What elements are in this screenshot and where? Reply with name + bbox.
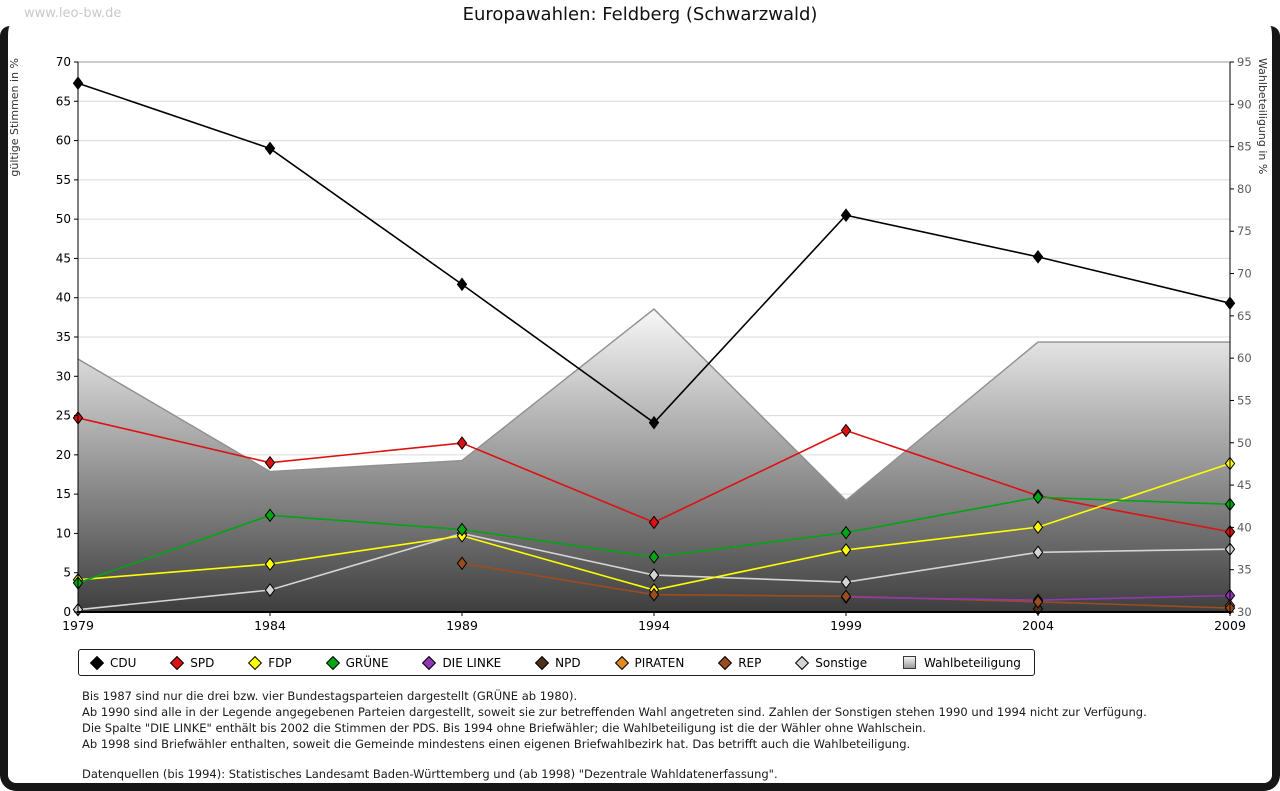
legend-item-sonstige — [797, 656, 867, 670]
legend-item-fdp — [250, 656, 291, 670]
legend-item-wahlbeteiligung — [903, 656, 1021, 670]
legend-item-die-linke — [424, 656, 501, 670]
left-axis-tick-label: 60 — [55, 133, 71, 148]
marker-CDU — [265, 142, 274, 154]
legend-item-npd — [537, 656, 580, 670]
legend-diamond-icon — [795, 655, 809, 669]
left-axis-tick-label: 50 — [55, 212, 71, 227]
left-axis-tick-label: 70 — [55, 55, 71, 69]
x-axis-year-label: 1999 — [830, 618, 862, 633]
legend-item-rep — [720, 656, 761, 670]
legend-label: REP — [738, 655, 762, 670]
footnote-line: Ab 1990 sind alle in der Legende angegebenen Parteien dargestellt, soweit sie zur betreffenden Wahl angetreten sind. Zahlen der Sonstigen stehen 1990 und 1994 nicht zur Verfügung. — [82, 705, 1147, 719]
right-axis-tick-label: 40 — [1237, 520, 1252, 535]
legend-label: Wahlbeteiligung — [923, 655, 1021, 670]
footnote-line: Ab 1998 sind Briefwähler enthalten, soweit die Gemeinde mindestens einen eigenen Briefwahlbezirk hat. Das betrifft auch die Wahlbeteiligung. — [82, 737, 911, 751]
legend-item-spd — [172, 656, 214, 670]
marker-CDU — [457, 278, 466, 290]
marker-SPD — [265, 457, 274, 469]
right-axis-tick-label: 80 — [1237, 181, 1252, 196]
left-axis-tick-label: 35 — [55, 330, 71, 344]
footnote-line: Bis 1987 sind nur die drei bzw. vier Bundestagsparteien dargestellt (GRÜNE ab 1980). — [82, 689, 578, 703]
legend-label: PIRATEN — [634, 655, 685, 670]
chart-title: Europawahlen: Feldberg (Schwarzwald) — [462, 4, 818, 25]
legend-label: GRÜNE — [345, 655, 389, 670]
legend-diamond-icon — [90, 655, 104, 669]
footnotes — [82, 688, 1147, 782]
footnote-line: Die Spalte "DIE LINKE" enthält bis 2002 die Stimmen der PDS. Bis 1994 ohne Briefwähler; die Wahlbeteiligung ist die der Wähler ohne Wahlschein. — [82, 721, 926, 735]
legend-label: FDP — [268, 655, 292, 670]
legend-item-piraten — [617, 656, 685, 670]
marker-CDU — [1033, 251, 1042, 263]
left-axis-tick-label: 40 — [55, 290, 71, 305]
x-axis-year-label: 2009 — [1214, 618, 1246, 633]
legend-label: CDU — [110, 655, 137, 670]
right-axis-tick-label: 30 — [1237, 605, 1252, 619]
legend-diamond-icon — [718, 655, 732, 669]
legend-label: SPD — [190, 655, 215, 670]
right-axis-tick-label: 50 — [1237, 435, 1252, 450]
left-axis-tick-label: 45 — [55, 251, 71, 266]
right-axis-tick-label: 45 — [1237, 478, 1252, 493]
right-axis-tick-label: 70 — [1237, 266, 1252, 281]
right-axis-tick-label: 65 — [1237, 308, 1252, 323]
legend-item-grüne — [328, 656, 389, 670]
legend-diamond-icon — [535, 655, 549, 669]
legend-diamond-icon — [325, 655, 339, 669]
x-axis-year-label: 1979 — [62, 618, 94, 633]
left-axis-tick-label: 15 — [55, 487, 71, 502]
right-axis-tick-label: 85 — [1237, 139, 1252, 154]
left-axis-tick-label: 25 — [55, 408, 71, 423]
left-axis-tick-label: 10 — [55, 526, 71, 541]
legend — [78, 649, 1035, 676]
legend-label: NPD — [555, 655, 581, 670]
legend-diamond-icon — [422, 655, 436, 669]
legend-diamond-icon — [614, 655, 628, 669]
right-axis-tick-label: 60 — [1237, 351, 1252, 366]
left-axis-tick-label: 5 — [63, 565, 71, 580]
right-axis-tick-label: 90 — [1237, 97, 1252, 112]
right-axis-tick-label: 95 — [1237, 55, 1252, 69]
right-axis-tick-label: 35 — [1237, 562, 1252, 577]
legend-label: DIE LINKE — [442, 655, 502, 670]
x-axis-year-label: 1989 — [446, 618, 478, 633]
legend-label: Sonstige — [815, 655, 868, 670]
left-axis-tick-label: 65 — [55, 94, 71, 109]
data-source-line: Datenquellen (bis 1994): Statistisches Landesamt Baden-Württemberg und (ab 1998) "Dezentrale Wahldatenerfassung". — [82, 767, 778, 781]
left-axis-tick-label: 0 — [63, 605, 71, 619]
left-axis-tick-label: 30 — [55, 369, 71, 384]
legend-diamond-icon — [248, 655, 262, 669]
legend-area-swatch-icon — [903, 656, 916, 669]
right-axis-title: Wahlbeteiligung in % — [1256, 58, 1269, 175]
right-axis-tick-label: 55 — [1237, 393, 1252, 408]
left-axis-tick-label: 20 — [55, 447, 71, 462]
site-watermark: www.leo-bw.de — [24, 6, 122, 21]
x-axis-year-label: 2004 — [1022, 618, 1054, 633]
marker-SPD — [457, 437, 466, 449]
left-axis-title: gültige Stimmen in % — [8, 58, 21, 177]
x-axis-year-label: 1994 — [638, 618, 670, 633]
x-axis-year-label: 1984 — [254, 618, 286, 633]
left-axis-tick-label: 55 — [55, 172, 71, 187]
legend-diamond-icon — [170, 655, 184, 669]
right-axis-tick-label: 75 — [1237, 224, 1252, 239]
marker-SPD — [841, 425, 850, 437]
legend-item-cdu — [92, 656, 136, 670]
